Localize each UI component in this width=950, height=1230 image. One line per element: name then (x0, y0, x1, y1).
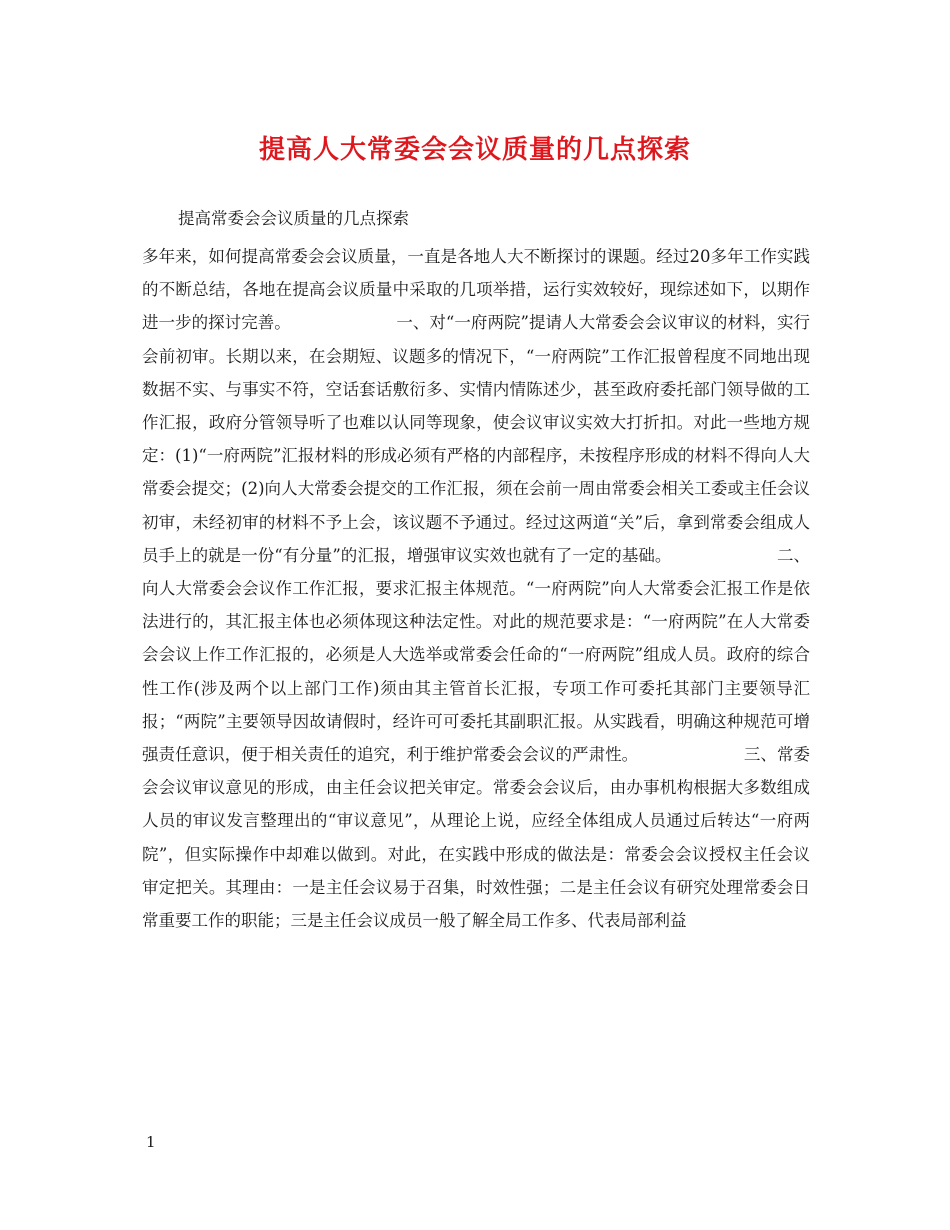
document-body: 多年来，如何提高常委会会议质量，一直是各地人大不断探讨的课题。经过20多年工作实践的不断总结，各地在提高会议质量中采取的几项举措，运行实效较好，现综述如下，以期作进一步的探讨完善。 一、对“一府两院”提请人大常委会会议审议的材料，实行会前初审。长期以来，在会期短、议题多的情况下，“一府两院”工作汇报曾程度不同地出现数据不实、与事实不符，空话套话敷衍多、实情内情陈述少，甚至政府委托部门领导做的工作汇报，政府分管领导听了也难以认同等现象，使会议审议实效大打折扣。对此一些地方规定：(1)“一府两院”汇报材料的形成必须有严格的内部程序，未按程序形成的材料不得向人大常委会提交；(2)向人大常委会提交的工作汇报，须在会前一周由常委会相关工委或主任会议初审，未经初审的材料不予上会，该议题不予通过。经过这两道“关”后，拿到常委会组成人员手上的就是一份“有分量”的汇报，增强审议实效也就有了一定的基础。 二、向人大常委会会议作工作汇报，要求汇报主体规范。“一府两院”向人大常委会汇报工作是依法进行的，其汇报主体也必须体现这种法定性。对此的规范要求是：“一府两院”在人大常委会会议上作工作汇报的，必须是人大选举或常委会任命的“一府两院”组成人员。政府的综合性工作(涉及两个以上部门工作)须由其主管首长汇报，专项工作可委托其部门主要领导汇报；“两院”主要领导因故请假时，经许可可委托其副职汇报。从实践看，明确这种规范可增强责任意识，便于相关责任的追究，利于维护常委会会议的严肃性。 三、常委会会议审议意见的形成，由主任会议把关审定。常委会会议后，由办事机构根据大多数组成人员的审议发言整理出的“审议意见”，从理论上说，应经全体组成人员通过后转达“一府两院”，但实际操作中却难以做到。对此，在实践中形成的做法是：常委会会议授权主任会议审定把关。其理由：一是主任会议易于召集，时效性强；二是主任会议有研究处理常委会日常重要工作的职能；三是主任会议成员一般了解全局工作多、代表局部利益 (142, 247, 810, 931)
page-number: 1 (146, 1133, 156, 1151)
document-title: 提高人大常委会会议质量的几点探索 (258, 135, 691, 165)
document-subtitle: 提高常委会会议质量的几点探索 (178, 209, 409, 228)
